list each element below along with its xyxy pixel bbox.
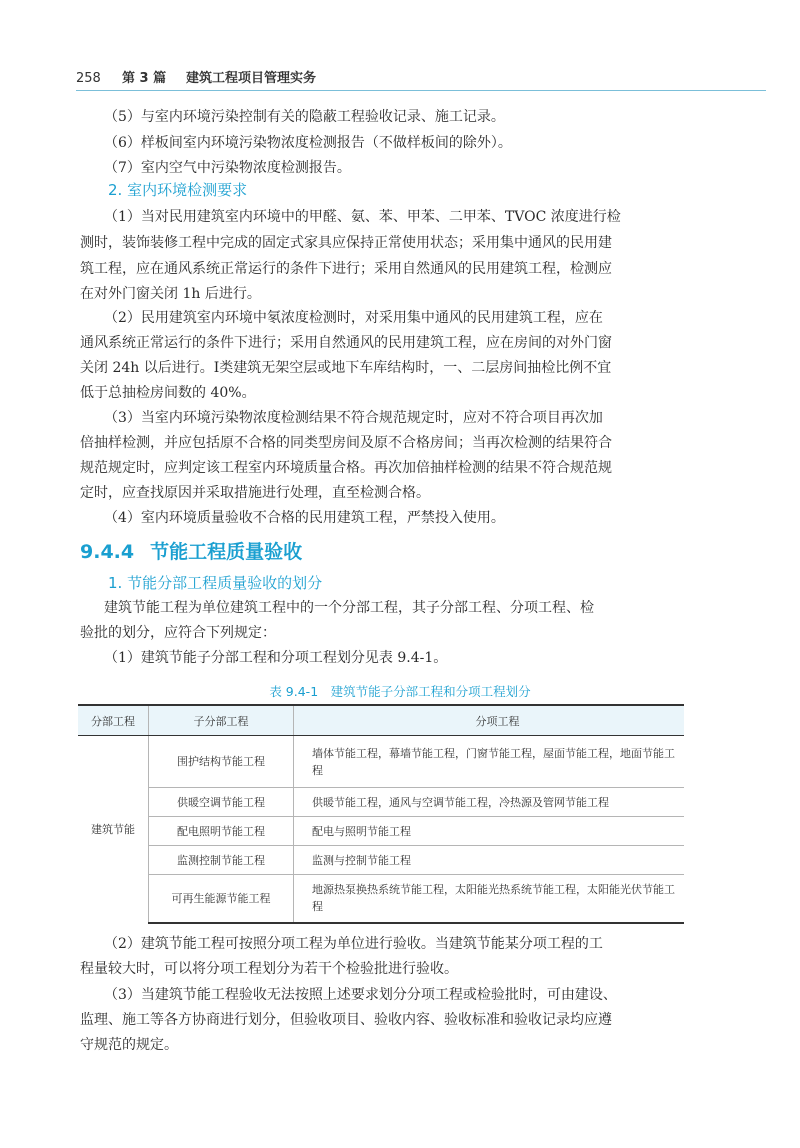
text-line: 建筑节能工程为单位建筑工程中的一个分部工程，其子分部工程、分项工程、检	[104, 600, 594, 616]
energy-division-table	[78, 704, 684, 924]
part-title: 建筑工程项目管理实务	[186, 71, 317, 86]
subdivision-cell: 围护结构节能工程	[149, 736, 294, 788]
header-rule	[76, 90, 766, 91]
text-line: 低于总抽检房间数的 40%。	[80, 385, 256, 401]
text-line: （2）建筑节能工程可按照分项工程为单位进行验收。当建筑节能某分项工程的工	[104, 936, 603, 952]
items-cell: 供暖节能工程，通风与空调节能工程，冷热源及管网节能工程	[294, 788, 685, 817]
text-line: 验批的划分，应符合下列规定：	[80, 625, 276, 641]
subheading-energy-division: 1. 节能分部工程质量验收的划分	[108, 574, 323, 592]
text-line: （6）样板间室内环境污染物浓度检测报告（不做样板间的除外）。	[104, 135, 512, 151]
table-caption: 表 9.4-1 建筑节能子分部工程和分项工程划分	[269, 684, 531, 699]
items-cell: 配电与照明节能工程	[294, 817, 685, 846]
section-heading	[80, 537, 302, 564]
items-cell: 地源热泵换热系统节能工程，太阳能光热系统节能工程，太阳能光伏节能工程	[294, 875, 685, 923]
text-line: 规范规定时，应判定该工程室内环境质量合格。再次加倍抽样检测的结果不符合规范规	[80, 460, 612, 476]
text-line: （7）室内空气中污染物浓度检测报告。	[104, 160, 351, 176]
table-row	[78, 846, 684, 875]
subdivision-cell: 配电照明节能工程	[149, 817, 294, 846]
text-line: （1）当对民用建筑室内环境中的甲醛、氨、苯、甲苯、二甲苯、TVOC 浓度进行检	[104, 209, 621, 225]
text-line: 通风系统正常运行的条件下进行；采用自然通风的民用建筑工程，应在房间的对外门窗	[80, 335, 612, 351]
items-cell: 监测与控制节能工程	[294, 846, 685, 875]
text-line: 关闭 24h 以后进行。Ⅰ类建筑无架空层或地下车库结构时，一、二层房间抽检比例不宜	[80, 360, 612, 376]
section-number: 9.4.4	[80, 541, 135, 563]
page-number: 258	[76, 71, 101, 86]
text-line: 守规范的规定。	[80, 1037, 178, 1053]
subdivision-cell: 供暖空调节能工程	[149, 788, 294, 817]
running-header	[76, 68, 766, 92]
text-line: （2）民用建筑室内环境中氡浓度检测时，对采用集中通风的民用建筑工程，应在	[104, 310, 603, 326]
text-line: 监理、施工等各方协商进行划分，但验收项目、验收内容、验收标准和验收记录均应遵	[80, 1012, 612, 1028]
items-cell: 墙体节能工程，幕墙节能工程，门窗节能工程，屋面节能工程，地面节能工程	[294, 736, 685, 788]
division-cell: 建筑节能	[78, 736, 149, 923]
header-subdivision: 子分部工程	[149, 705, 294, 736]
header-items: 分项工程	[294, 705, 685, 736]
text-line: （1）建筑节能子分部工程和分项工程划分见表 9.4-1。	[104, 650, 448, 666]
text-line: （5）与室内环境污染控制有关的隐蔽工程验收记录、施工记录。	[104, 109, 505, 125]
text-line: 定时，应查找原因并采取措施进行处理，直至检测合格。	[80, 485, 430, 501]
text-line: 测时，装饰装修工程中完成的固定式家具应保持正常使用状态；采用集中通风的民用建	[80, 235, 612, 251]
text-line: （3）当室内环境污染物浓度检测结果不符合规范规定时，应对不符合项目再次加	[104, 410, 603, 426]
table-row	[78, 788, 684, 817]
section-title: 节能工程质量验收	[150, 541, 303, 563]
text-line: （3）当建筑节能工程验收无法按照上述要求划分分项工程或检验批时，可由建设、	[104, 987, 617, 1003]
text-line: 在对外门窗关闭 1h 后进行。	[80, 286, 261, 302]
text-line: （4）室内环境质量验收不合格的民用建筑工程，严禁投入使用。	[104, 510, 505, 526]
table-row	[78, 817, 684, 846]
text-line: 筑工程，应在通风系统正常运行的条件下进行；采用自然通风的民用建筑工程，检测应	[80, 261, 612, 277]
text-line: 倍抽样检测，并应包括原不合格的同类型房间及原不合格房间；当再次检测的结果符合	[80, 435, 612, 451]
table-row	[78, 875, 684, 923]
table-row	[78, 736, 684, 788]
subheading-indoor-testing: 2. 室内环境检测要求	[108, 181, 248, 199]
subdivision-cell: 可再生能源节能工程	[149, 875, 294, 923]
text-line: 程量较大时，可以将分项工程划分为若干个检验批进行验收。	[80, 961, 458, 977]
header-division: 分部工程	[78, 705, 149, 736]
chapter-label: 第 3 篇	[122, 71, 167, 86]
subdivision-cell: 监测控制节能工程	[149, 846, 294, 875]
table-header-row	[78, 705, 684, 736]
